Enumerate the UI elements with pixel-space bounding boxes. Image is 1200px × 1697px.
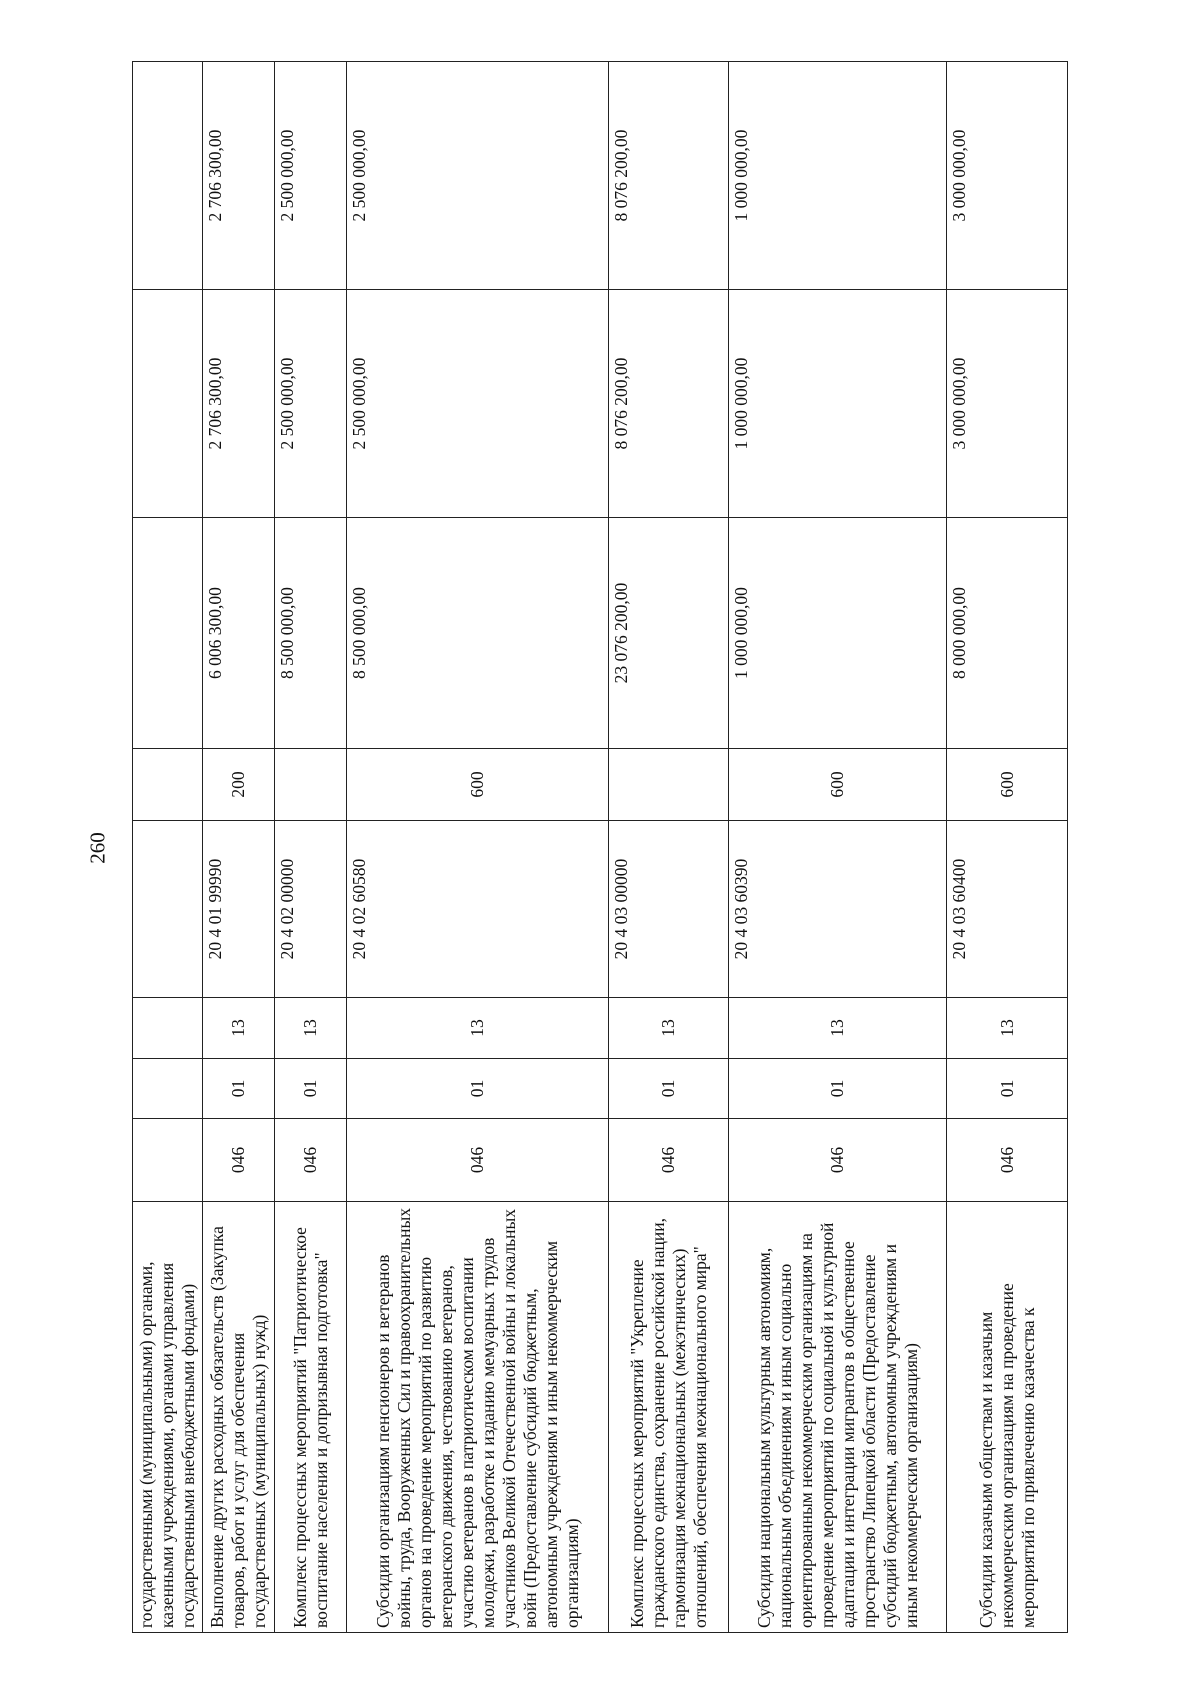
amount-year-1: 8 500 000,00 [275, 518, 347, 749]
table-row [609, 62, 729, 1633]
amount-year-1: 8 500 000,00 [347, 518, 609, 749]
target-article-code [133, 821, 203, 998]
budget-table [132, 61, 1068, 1633]
amount-year-1: 1 000 000,00 [729, 518, 947, 749]
section-code: 01 [347, 1059, 609, 1119]
table-row [203, 62, 275, 1633]
amount-year-2: 3 000 000,00 [947, 290, 1068, 518]
expense-type-code [275, 749, 347, 821]
target-article-code: 20 4 03 60400 [947, 821, 1068, 998]
row-description: Субсидии национальным культурным автономиям, национальным объединениям и иным социально ориентированным некоммерческим организациям на проведение мероприятий по социальной и культурной адаптации и интеграции мигрантов в общественное пространство Липецкой области (Предоставление субсидий бюджетным, автономным учреждениям и иным некоммерческим организациям) [729, 1202, 947, 1633]
target-article-code: 20 4 02 60580 [347, 821, 609, 998]
table-row [347, 62, 609, 1633]
subsection-code [133, 998, 203, 1059]
table-row [133, 62, 203, 1633]
ministry-code: 046 [729, 1119, 947, 1202]
rotated-budget-sheet [132, 62, 1067, 1633]
amount-year-1: 8 000 000,00 [947, 518, 1068, 749]
section-code [133, 1059, 203, 1119]
section-code: 01 [729, 1059, 947, 1119]
section-code: 01 [203, 1059, 275, 1119]
amount-year-1 [133, 518, 203, 749]
table-row [947, 62, 1068, 1633]
amount-year-2: 1 000 000,00 [729, 290, 947, 518]
subsection-code: 13 [203, 998, 275, 1059]
expense-type-code [609, 749, 729, 821]
subsection-code: 13 [347, 998, 609, 1059]
ministry-code: 046 [947, 1119, 1068, 1202]
subsection-code: 13 [609, 998, 729, 1059]
target-article-code: 20 4 02 00000 [275, 821, 347, 998]
amount-year-2: 2 706 300,00 [203, 290, 275, 518]
expense-type-code: 600 [347, 749, 609, 821]
amount-year-3: 2 706 300,00 [203, 62, 275, 290]
amount-year-3: 1 000 000,00 [729, 62, 947, 290]
row-description: Выполнение других расходных обязательств (Закупка товаров, работ и услуг для обеспечения государственных (муниципальных) нужд) [203, 1202, 275, 1633]
expense-type-code: 600 [729, 749, 947, 821]
amount-year-2: 8 076 200,00 [609, 290, 729, 518]
ministry-code: 046 [609, 1119, 729, 1202]
page-number: 260 [85, 832, 110, 864]
amount-year-1: 23 076 200,00 [609, 518, 729, 749]
subsection-code: 13 [947, 998, 1068, 1059]
expense-type-code [133, 749, 203, 821]
expense-type-code: 200 [203, 749, 275, 821]
amount-year-2: 2 500 000,00 [275, 290, 347, 518]
amount-year-3: 8 076 200,00 [609, 62, 729, 290]
target-article-code: 20 4 03 60390 [729, 821, 947, 998]
subsection-code: 13 [729, 998, 947, 1059]
row-description: Субсидии казачьим обществам и казачьим некоммерческим организациям на проведение мероприятий по привлечению казачества к [947, 1202, 1068, 1633]
amount-year-3: 2 500 000,00 [275, 62, 347, 290]
amount-year-2: 2 500 000,00 [347, 290, 609, 518]
row-description: Комплекс процессных мероприятий "Укрепление гражданского единства, сохранение российской нации, гармонизация межнациональных (межэтнических) отношений, обеспечения межнационального мира" [609, 1202, 729, 1633]
section-code: 01 [275, 1059, 347, 1119]
target-article-code: 20 4 03 00000 [609, 821, 729, 998]
row-description: государственными (муниципальными) органами, казенными учреждениями, органами управления государственными внебюджетными фондами) [133, 1202, 203, 1633]
row-description: Комплекс процессных мероприятий "Патриотическое воспитание населения и допризывная подготовка" [275, 1202, 347, 1633]
amount-year-2 [133, 290, 203, 518]
ministry-code: 046 [203, 1119, 275, 1202]
ministry-code [133, 1119, 203, 1202]
amount-year-3: 3 000 000,00 [947, 62, 1068, 290]
section-code: 01 [947, 1059, 1068, 1119]
amount-year-3: 2 500 000,00 [347, 62, 609, 290]
row-description: Субсидии организациям пенсионеров и ветеранов войны, труда, Вооруженных Сил и правоохранительных органов на проведение мероприятий по развитию ветеранского движения, чествованию ветеранов, участию ветеранов в патриотическом воспитании молодежи, разработке и изданию мемуарных трудов участников Великой Отечественной войны и локальных войн (Предоставление субсидий бюджетным, автономным учреждениям и иным некоммерческим организациям) [347, 1202, 609, 1633]
table-row [275, 62, 347, 1633]
expense-type-code: 600 [947, 749, 1068, 821]
section-code: 01 [609, 1059, 729, 1119]
target-article-code: 20 4 01 99990 [203, 821, 275, 998]
amount-year-1: 6 006 300,00 [203, 518, 275, 749]
ministry-code: 046 [275, 1119, 347, 1202]
table-row [729, 62, 947, 1633]
subsection-code: 13 [275, 998, 347, 1059]
amount-year-3 [133, 62, 203, 290]
ministry-code: 046 [347, 1119, 609, 1202]
